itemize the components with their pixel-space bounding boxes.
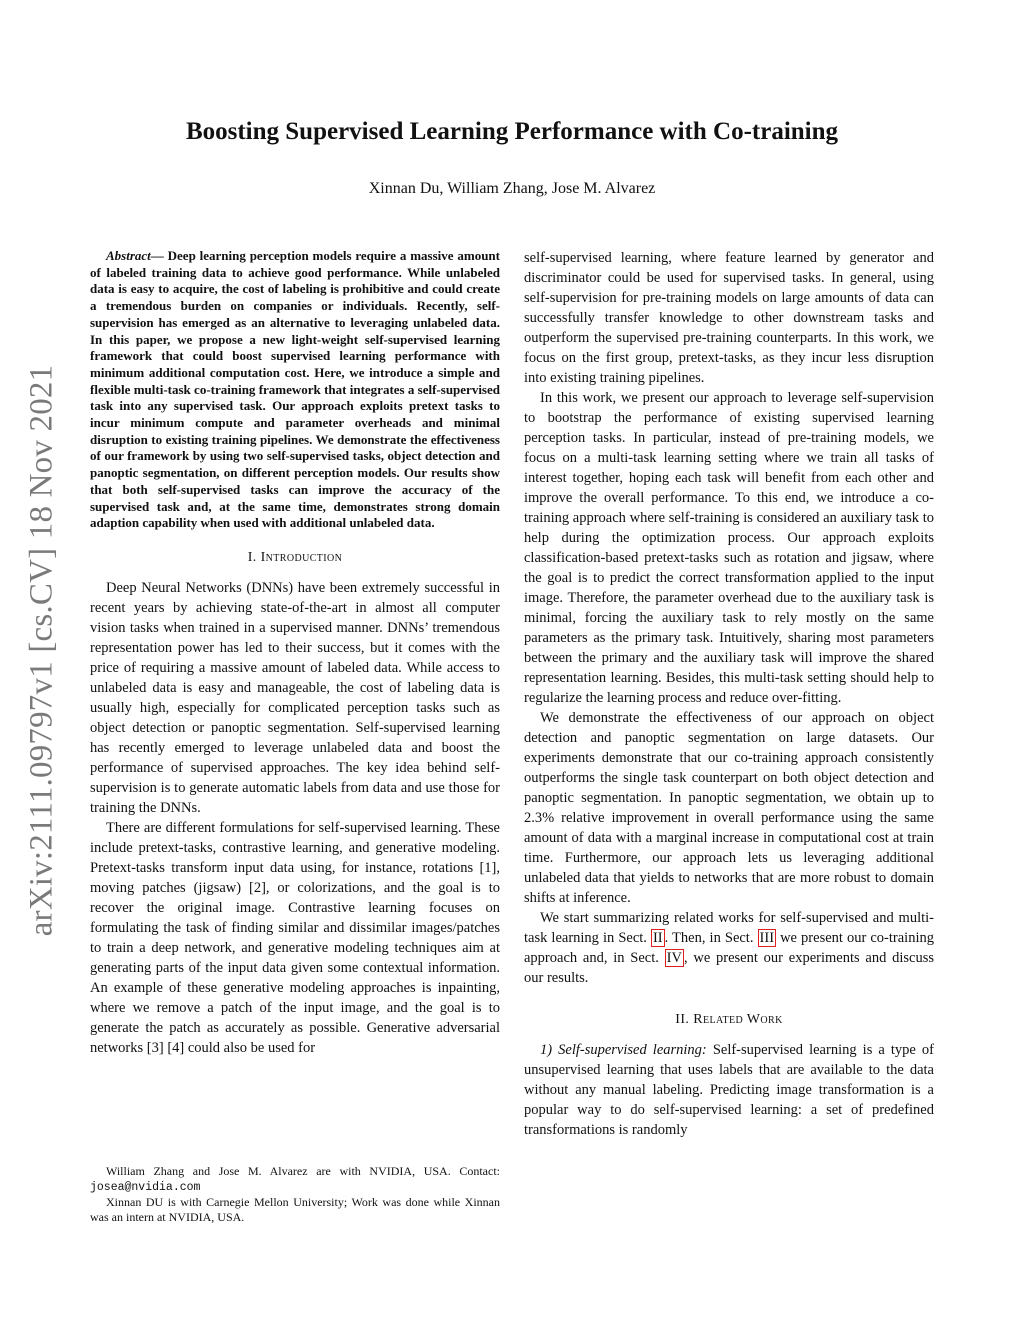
text-fragment: we present our co-training approach and, in Sect. [524,930,934,966]
abstract-text: — Deep learning perception models require a massive amount of labeled training data to achieve good performance. While unlabeled data is easy to acquire, the cost of labeling is prohibitive and could create a tremendous burden on companies or individuals. Recently, self-supervision has emerged as an alternative to leveraging unlabeled data. In this paper, we propose a new light-weight self-supervised learning framework that could boost supervised learning performance with minimum additional computation cost. Here, we introduce a simple and flexible multi-task co-training framework that integrates a self-supervised task into any supervised task. Our approach exploits pretext tasks to incur minimum compute and parameter overheads and minimal disruption to existing training pipelines. We demonstrate the effectiveness of our framework by using two self-supervised tasks, object detection and panoptic segmentation, on different perception models. Our results show that both self-supervised tasks can improve the accuracy of the supervised task and, at the same time, demonstrates strong domain adaption capability when used with additional unlabeled data. [90,248,500,531]
section-ref-link-iii[interactable]: III [759,930,775,946]
paper-authors: Xinnan Du, William Zhang, Jose M. Alvarez [368,180,656,197]
intro-paragraph-5 [524,908,934,988]
text-fragment: . Then, in Sect. [664,930,758,946]
intro-paragraph-2: There are different formulations for self-supervised learning. These include pretext-tasks, contrastive learning, and generative modeling. Pretext-tasks transform input data using, for instance, rotations [1], moving patches (jigsaw) [2], or colorizations, and the goal is to recover the original image. Contrastive learning focuses on formulating the task of finding similar and dissimilar images/patches to train a deep network, and generative modeling techniques aim at generating parts of the input data given some contextual information. An example of these generative modeling approaches is inpainting, where we remove a patch of the input image, and the goal is to generate the patch as accurately as possible. Generative adversarial networks [3] [4] could also be used for [90,819,500,1056]
section-title: Introduction [260,549,343,565]
section-heading-introduction [90,548,500,568]
related-work-text: Self-supervised learning is a type of unsupervised learning that uses labels that are available to the data without any manual labeling. Predicting image transformation is a popular way to do self-supervised learning: a set of predefined transformations is randomly [524,1042,934,1138]
arxiv-stamp [12,350,72,950]
intro-paragraph-3: In this work, we present our approach to leverage self-supervision to bootstrap the performance of existing supervised learning perception tasks. In particular, instead of pre-training models, we focus on a multi-task learning setting where we train all tasks of interest together, hoping each task will benefit from each other and improve the overall performance. To this end, we introduce a co-training approach where self-training is considered an auxiliary task to help during the optimization process. Our approach exploits classification-based pretext-tasks such as rotation and jigsaw, where the goal is to predict the correct transformation applied to the input image. Therefore, the parameter overhead due to the auxiliary task is minimal, forcing the auxiliary task to rely mostly on the same parameters as the primary task. Intuitively, sharing most parameters between the primary and the auxiliary task will improve the shared representation learning. Besides, this multi-task setting should help to regularize the learning process and reduce over-fitting. [524,390,934,706]
footnote-affiliation-cmu: Xinnan DU is with Carnegie Mellon University; Work was done while Xinnan was an intern at NVIDIA, USA. [90,1195,500,1224]
contact-email: josea@nvidia.com [90,1181,201,1194]
section-ref-link-iv[interactable]: IV [666,950,682,966]
subsection-label: 1) Self-supervised learning: [540,1042,707,1058]
right-column [524,248,934,1140]
intro-paragraph-2-continued: self-supervised learning, where feature learned by generator and discriminator could be used for supervised tasks. In general, using self-supervision for pre-training models on large amounts of data can successfully transfer knowledge to other downstream tasks and outperform the supervised pre-training counterparts. In this work, we focus on the first group, pretext-tasks, as they incur less disruption into existing training pipelines. [524,250,934,386]
text-fragment: , we present our experiments and discuss our results. [524,950,934,986]
section-number: II. [675,1012,690,1027]
arxiv-stamp-text: arXiv:2111.09797v1 [cs.CV] 18 Nov 2021 [23,364,60,936]
intro-paragraph-4: We demonstrate the effectiveness of our approach on object detection and panoptic segmentation on large datasets. Our experiments demonstrate that our co-training approach consistently outperforms the single task counterpart on both object detection and panoptic segmentation. In panoptic segmentation, we obtain up to 2.3% relative improvement in overall performance using the same amount of data with a marginal increase in computational cost at train time. Furthermore, our approach lets us leveraging additional unlabeled data that yields to networks that are more robust to domain shifts at inference. [524,710,934,906]
text-fragment: We start summarizing related works for self-supervised and multi-task learning in Sect. [524,910,934,946]
footnote-text: William Zhang and Jose M. Alvarez are with NVIDIA, USA. Contact: [106,1164,500,1178]
section-number: I. [247,549,257,565]
section-ref-link-ii[interactable]: II [652,930,663,946]
intro-paragraph-1: Deep Neural Networks (DNNs) have been extremely successful in recent years by achieving state-of-the-art in almost all computer vision tasks when trained in a supervised manner. DNNs’ tremendous representation power has led to their success, but it comes with the price of requiring a massive amount of labeled data. While access to unlabeled data is easy and manageable, the cost of labeling data is usually high, especially for complicated perception tasks such as object detection or panoptic segmentation. Self-supervised learning has recently emerged to leverage unlabeled data and boost the performance of supervised approaches. The key idea behind self-supervision is to generate automatic labels from data and use those for training the DNNs. [90,579,500,816]
footnote-affiliation-nvidia [90,1164,500,1195]
related-work-paragraph [524,1040,934,1140]
abstract-label: Abstract [106,248,151,263]
section-title: Related Work [693,1012,783,1027]
left-column [90,248,500,1058]
footnotes [90,1164,500,1225]
section-heading-related-work [524,1010,934,1030]
abstract [90,248,500,532]
paper-title: Boosting Supervised Learning Performance with Co-training [185,118,839,145]
